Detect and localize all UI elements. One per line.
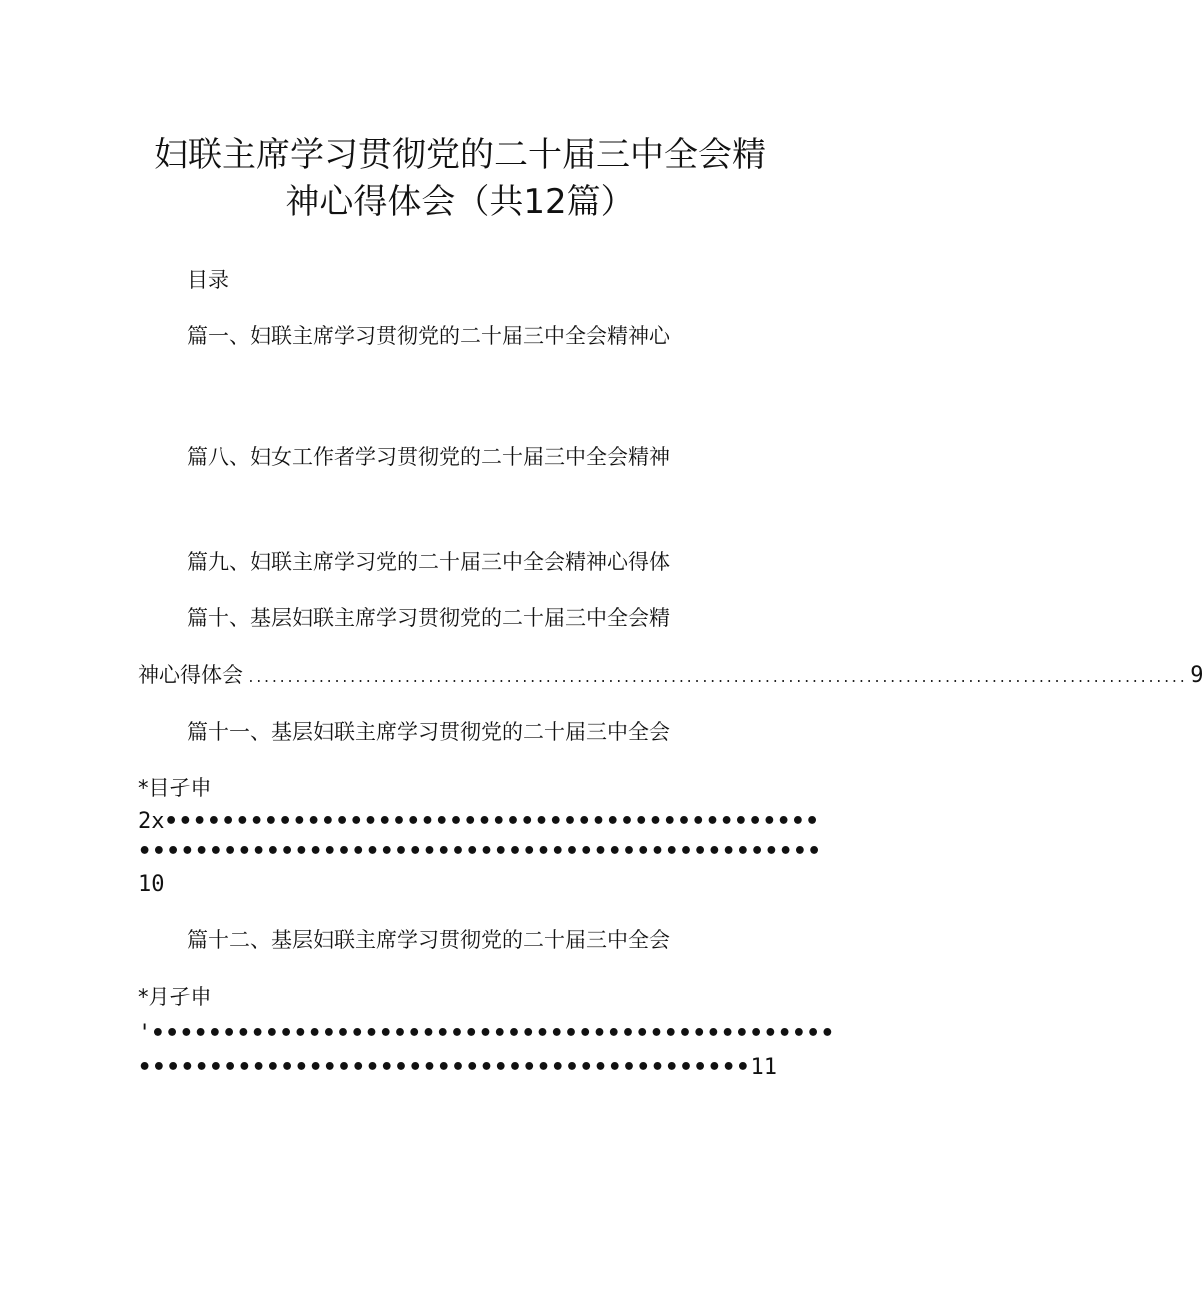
dot-leader: ••••••••••••••••••••••••••••••••••••••••••••••••: [151, 1021, 836, 1046]
toc-entry-10-line-2: 神心得体会: [138, 663, 243, 687]
toc-heading: 目录: [187, 268, 229, 292]
toc-entry-1[interactable]: 篇一、妇联主席学习贯彻党的二十届三中全会精神心: [187, 324, 670, 348]
toc-entry-12-page-number: 11: [750, 1055, 778, 1080]
toc-entry-10-page-number: 9: [1190, 663, 1203, 688]
toc-entry-9[interactable]: 篇九、妇联主席学习党的二十届三中全会精神心得体: [187, 550, 670, 574]
toc-entry-11-page-number: 10: [138, 872, 165, 897]
toc-entry-10-line-1[interactable]: 篇十、基层妇联主席学习贯彻党的二十届三中全会精: [187, 606, 670, 630]
toc-entry-12-leader-row-2: [138, 1054, 778, 1082]
toc-entry-11-leader-row-1: [138, 808, 820, 836]
toc-entry-12-prefix: ': [138, 1021, 152, 1046]
document-title-line-1: 妇联主席学习贯彻党的二十届三中全会精: [154, 135, 766, 175]
dot-leader: ........................................................................................................................: [247, 671, 1187, 686]
toc-entry-11-leader-row-2: [138, 838, 822, 866]
toc-entry-11-line-1[interactable]: 篇十一、基层妇联主席学习贯彻党的二十届三中全会: [187, 720, 670, 744]
dot-leader: •••••••••••••••••••••••••••••••••••••••••••: [138, 1055, 751, 1080]
document-title-line-2: 神心得体会（共12篇）: [285, 182, 635, 222]
dot-leader: ••••••••••••••••••••••••••••••••••••••••••••••: [164, 809, 820, 834]
dot-leader: ••••••••••••••••••••••••••••••••••••••••••••••••: [138, 839, 822, 864]
toc-entry-8[interactable]: 篇八、妇女工作者学习贯彻党的二十届三中全会精神: [187, 445, 670, 469]
toc-entry-10-row[interactable]: [138, 661, 1203, 693]
toc-entry-11-prefix: 2x: [138, 809, 165, 834]
toc-entry-12-leader-row-1: [138, 1020, 836, 1048]
toc-entry-12-line-1[interactable]: 篇十二、基层妇联主席学习贯彻党的二十届三中全会: [187, 928, 670, 952]
toc-entry-12-line-2: *月孑申: [138, 985, 212, 1009]
toc-entry-11-line-2: *目孑申: [138, 776, 212, 800]
